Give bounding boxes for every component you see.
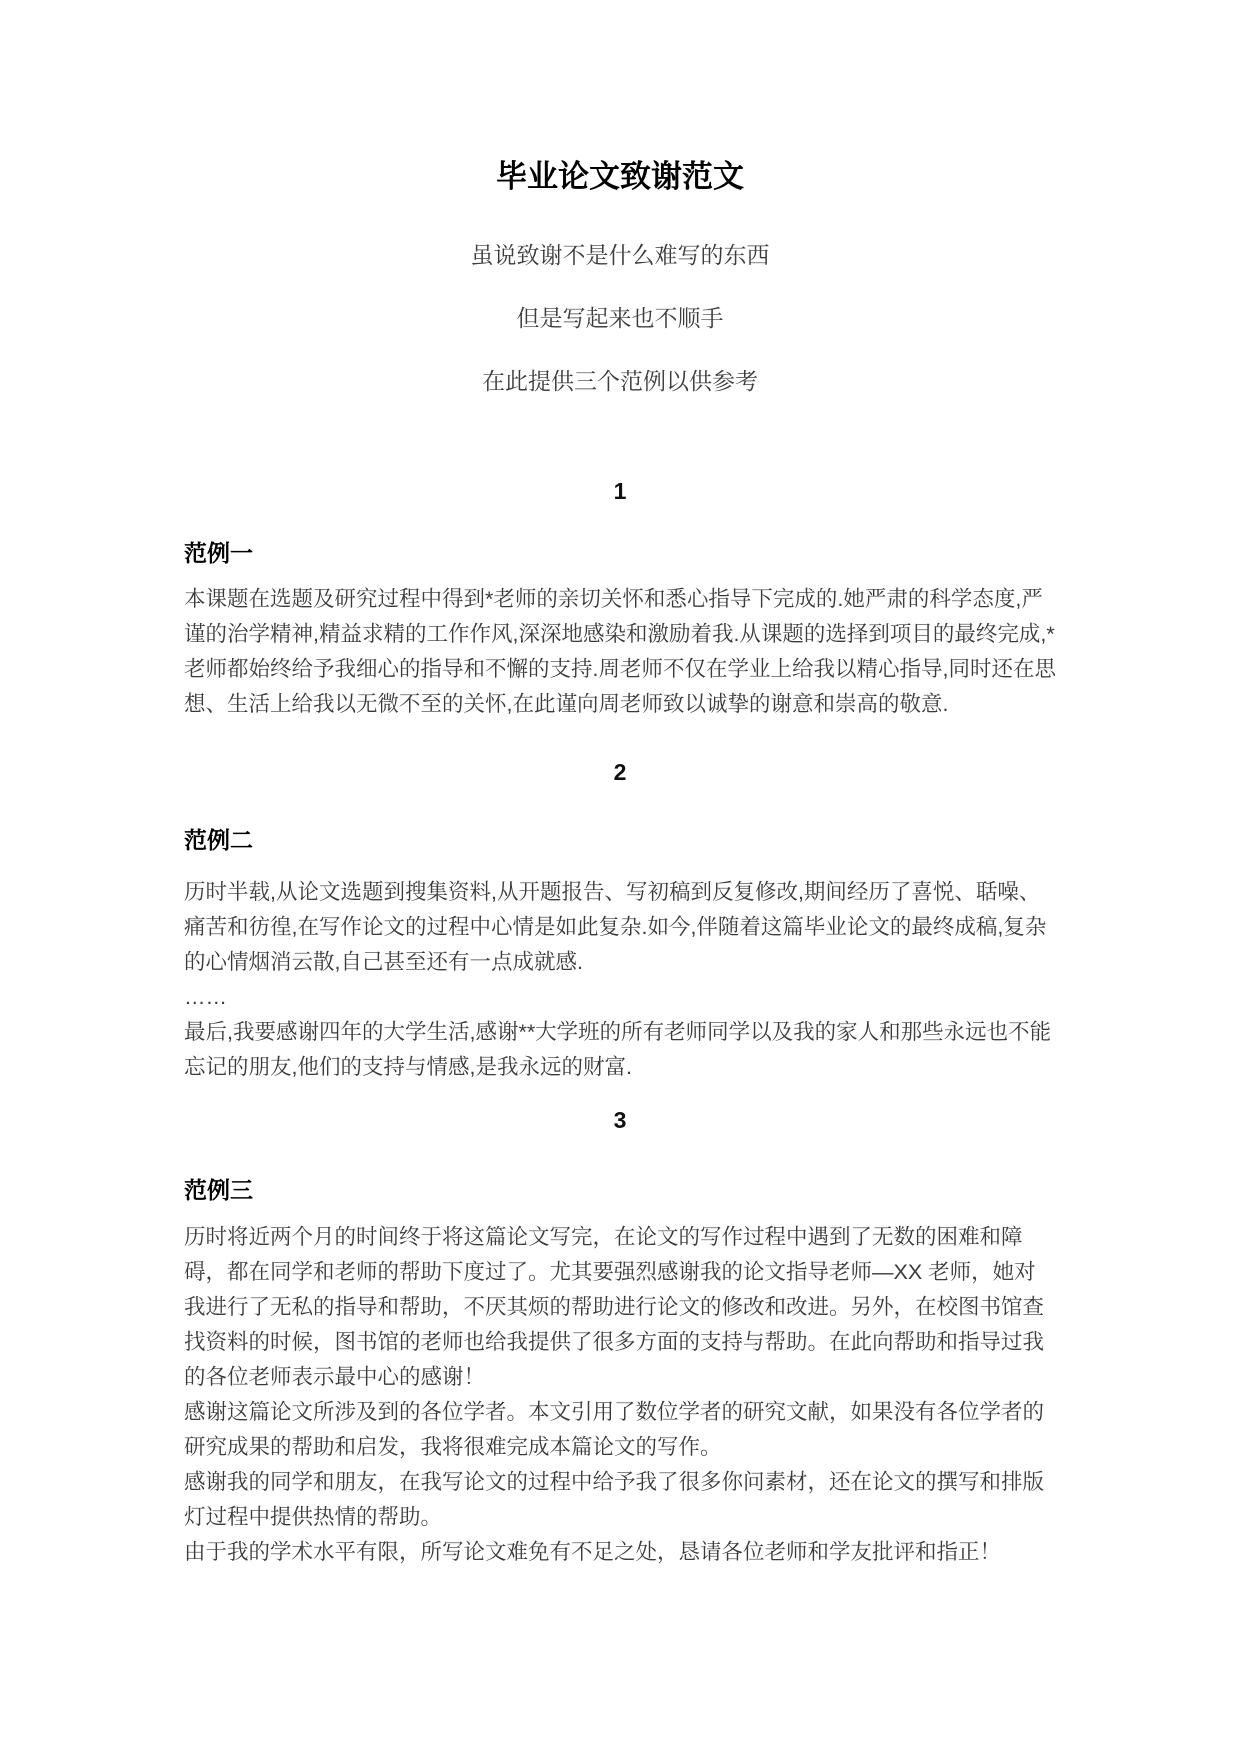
paragraph: 感谢这篇论文所涉及到的各位学者。本文引用了数位学者的研究文献，如果没有各位学者的研究成果的帮助和启发，我将很难完成本篇论文的写作。 bbox=[184, 1400, 1045, 1459]
section-1 bbox=[184, 476, 1056, 722]
section-heading: 范例三 bbox=[184, 1177, 253, 1203]
section-2 bbox=[184, 757, 1056, 1085]
section-heading: 范例二 bbox=[184, 827, 253, 853]
paragraph: 本课题在选题及研究过程中得到*老师的亲切关怀和悉心指导下完成的.她严肃的科学态度,严谨的治学精神,精益求精的工作作风,深深地感染和激励着我.从课题的选择到项目的最终完成,*老师都始终给予我细心的指导和不懈的支持.周老师不仅在学业上给我以精心指导,同时还在思想、生活上给我以无微不至的关怀,在此谨向周老师致以诚挚的谢意和崇高的敬意. bbox=[184, 587, 1056, 716]
paragraph: 最后,我要感谢四年的大学生活,感谢**大学班的所有老师同学以及我的家人和那些永远也不能忘记的朋友,他们的支持与情感,是我永远的财富. bbox=[184, 1020, 1052, 1079]
section-body bbox=[184, 582, 1056, 722]
section-body bbox=[184, 1220, 1056, 1570]
section-number: 1 bbox=[613, 478, 627, 504]
paragraph: 由于我的学术水平有限，所写论文难免有不足之处，恳请各位老师和学友批评和指正！ bbox=[184, 1540, 1002, 1564]
intro-line: 在此提供三个范例以供参考 bbox=[482, 368, 758, 394]
paragraph: 感谢我的同学和朋友，在我写论文的过程中给予我了很多你问素材，还在论文的撰写和排版灯过程中提供热情的帮助。 bbox=[184, 1470, 1045, 1529]
intro-line: 虽说致谢不是什么难写的东西 bbox=[470, 242, 770, 268]
paragraph: 历时将近两个月的时间终于将这篇论文写完，在论文的写作过程中遇到了无数的困难和障碍，都在同学和老师的帮助下度过了。尤其要强烈感谢我的论文指导老师—XX 老师，她对我进行了无私的指导和帮助，不厌其烦的帮助进行论文的修改和改进。另外，在校图书馆查找资料的时候，图书馆的老师也给我提供了很多方面的支持与帮助。在此向帮助和指导过我的各位老师表示最中心的感谢！ bbox=[184, 1225, 1045, 1389]
section-number: 2 bbox=[613, 759, 627, 785]
paragraph: …… bbox=[184, 985, 227, 1009]
intro-block bbox=[184, 240, 1056, 396]
section-number: 3 bbox=[613, 1107, 627, 1133]
doc-title: 毕业论文致谢范文 bbox=[496, 159, 744, 194]
section-3 bbox=[184, 1105, 1056, 1570]
intro-line: 但是写起来也不顺手 bbox=[516, 305, 724, 331]
paragraph: 历时半载,从论文选题到搜集资料,从开题报告、写初稿到反复修改,期间经历了喜悦、聒噪、痛苦和彷徨,在写作论文的过程中心情是如此复杂.如今,伴随着这篇毕业论文的最终成稿,复杂的心情烟消云散,自己甚至还有一点成就感. bbox=[184, 880, 1047, 974]
section-body bbox=[184, 875, 1056, 1085]
section-heading: 范例一 bbox=[184, 540, 253, 566]
